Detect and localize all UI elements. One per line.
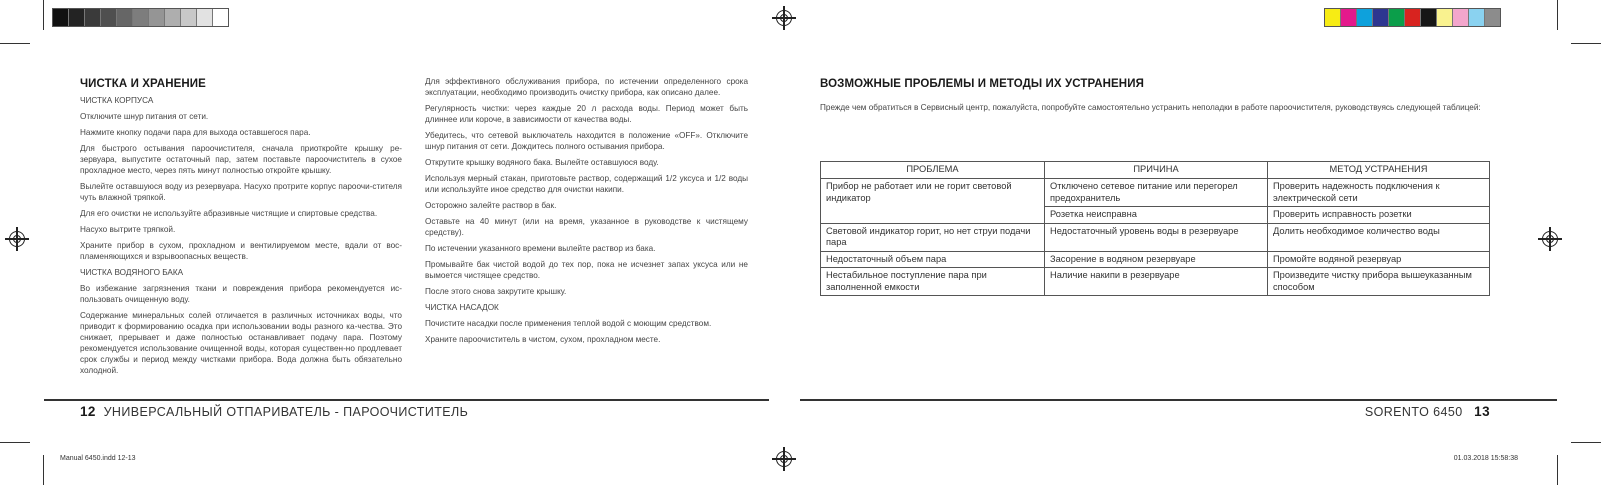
table-cell: Проверить надежность подключения к электрической сети — [1268, 179, 1490, 207]
crop-mark — [0, 442, 30, 443]
footer-rule — [800, 399, 1557, 401]
color-swatch — [1405, 9, 1421, 26]
table-cell: Недостаточный уровень воды в резервуаре — [1045, 223, 1268, 251]
gray-swatch — [149, 9, 165, 26]
color-swatch — [1389, 9, 1405, 26]
table-row — [821, 223, 1490, 251]
table-cell: Розетка неисправна — [1045, 207, 1268, 224]
color-swatch — [1325, 9, 1341, 26]
color-swatch — [1373, 9, 1389, 26]
column-header: ПРОБЛЕМА — [821, 162, 1045, 179]
registration-mark-icon — [9, 231, 25, 247]
table-cell: Прибор не работает или не горит световой индикатор — [821, 179, 1045, 224]
color-swatch — [1469, 9, 1485, 26]
subheading: ЧИСТКА ВОДЯНОГО БАКА — [80, 268, 184, 277]
paragraph: Оставьте на 40 минут (или на время, указанное в руководстве к чистящему средству). — [425, 217, 748, 237]
page-number: 13 — [1474, 404, 1490, 419]
gray-swatch — [117, 9, 133, 26]
paragraph: Храните прибор в сухом, прохладном и вентилируемом месте, вдали от вос-пламеняющихся и взрывоопасных веществ. — [80, 241, 402, 261]
paragraph: Открутите крышку водяного бака. Вылейте оставшуюся воду. — [425, 158, 659, 167]
table-row — [821, 268, 1490, 296]
gray-swatch — [69, 9, 85, 26]
cleaning-column-2 — [425, 76, 748, 350]
gray-swatch — [181, 9, 197, 26]
slug-datetime: 01.03.2018 15:58:38 — [1453, 455, 1518, 462]
section-title-cleaning: ЧИСТКА И ХРАНЕНИЕ — [80, 78, 206, 90]
paragraph: Регулярность чистки: через каждые 20 л расхода воды. Период может быть длиннее или короче, в зависимости от качества воды. — [425, 104, 748, 124]
registration-mark-icon — [1542, 231, 1558, 247]
registration-mark-icon — [776, 10, 792, 26]
table-cell: Произведите чистку прибора вышеуказанным способом — [1268, 268, 1490, 296]
paragraph: Нажмите кнопку подачи пара для выхода оставшегося пара. — [80, 128, 311, 137]
paragraph: Убедитесь, что сетевой выключатель находится в положение «OFF». Отключите шнур питания от сети. Дождитесь полного остывания прибора. — [425, 131, 748, 151]
cleaning-column-1 — [80, 95, 402, 381]
table-cell: Проверить исправность розетки — [1268, 207, 1490, 224]
section-title-troubleshooting: ВОЗМОЖНЫЕ ПРОБЛЕМЫ И МЕТОДЫ ИХ УСТРАНЕНИЯ — [820, 78, 1144, 90]
page-number: 12 — [80, 404, 96, 419]
troubleshooting-table — [820, 161, 1490, 296]
gray-swatch — [101, 9, 117, 26]
crop-mark — [1557, 0, 1558, 30]
paragraph: Вылейте оставшуюся воду из резервуара. Насухо протрите корпус пароочи-стителя чуть влажной тряпкой. — [80, 182, 402, 202]
crop-mark — [1557, 455, 1558, 485]
crop-mark — [43, 0, 44, 30]
paragraph: Осторожно залейте раствор в бак. — [425, 201, 557, 210]
gray-swatch — [213, 9, 228, 26]
table-cell: Световой индикатор горит, но нет струи подачи пара — [821, 223, 1045, 251]
footer-rule — [44, 399, 769, 401]
paragraph: После этого снова закрутите крышку. — [425, 287, 567, 296]
crop-mark — [43, 455, 44, 485]
table-cell: Долить необходимое количество воды — [1268, 223, 1490, 251]
paragraph: Храните пароочиститель в чистом, сухом, прохладном месте. — [425, 335, 661, 344]
table-cell: Недостаточный объем пара — [821, 251, 1045, 268]
paragraph: Содержание минеральных солей отличается в различных источниках воды, что приводит к формированию осадка при использовании воды разного ка-чества. Это снижает, прерывает и даже полностью останавливает подачу пара. Поэтому рекомендуется использование очищенной воды, которая существен-но продлевает срок службы и период между чистками прибора. Вода должна быть обязательно холодной. — [80, 311, 402, 375]
table-row — [821, 251, 1490, 268]
table-cell: Промойте водяной резервуар — [1268, 251, 1490, 268]
color-swatch — [1453, 9, 1469, 26]
paragraph: Для эффективного обслуживания прибора, по истечении определенного срока эксплуатации, необходимо производить очистку прибора, как описано далее. — [425, 77, 748, 97]
left-footer — [80, 404, 468, 419]
paragraph: По истечении указанного времени вылейте раствор из бака. — [425, 244, 656, 253]
table-cell: Засорение в водяном резервуаре — [1045, 251, 1268, 268]
table-header-row — [821, 162, 1490, 179]
crop-mark — [0, 43, 30, 44]
gray-calibration-bar — [52, 8, 229, 27]
paragraph: Для его очистки не используйте абразивные чистящие и спиртовые средства. — [80, 209, 378, 218]
troubleshooting-intro: Прежде чем обратиться в Сервисный центр, пожалуйста, попробуйте самостоятельно устранить неполадки в работе пароочистителя, руководствуясь следующей таблицей: — [820, 103, 1481, 112]
subheading: ЧИСТКА КОРПУСА — [80, 96, 154, 105]
table-cell: Отключено сетевое питание или перегорел предохранитель — [1045, 179, 1268, 207]
color-swatch — [1341, 9, 1357, 26]
gray-swatch — [133, 9, 149, 26]
column-header: ПРИЧИНА — [1045, 162, 1268, 179]
paragraph: Отключите шнур питания от сети. — [80, 112, 209, 121]
gray-swatch — [165, 9, 181, 26]
crop-mark — [1571, 43, 1601, 44]
color-swatch — [1421, 9, 1437, 26]
column-header: МЕТОД УСТРАНЕНИЯ — [1268, 162, 1490, 179]
color-swatch — [1437, 9, 1453, 26]
color-swatch — [1357, 9, 1373, 26]
color-swatch — [1485, 9, 1500, 26]
paragraph: Во избежание загрязнения ткани и повреждения прибора рекомендуется ис-пользовать очищенную воду. — [80, 284, 402, 304]
footer-model: SORENTO 6450 — [1364, 405, 1463, 419]
footer-title: УНИВЕРСАЛЬНЫЙ ОТПАРИВАТЕЛЬ - ПАРООЧИСТИТЕЛЬ — [103, 405, 469, 419]
paragraph: Почистите насадки после применения теплой водой с моющим средством. — [425, 319, 712, 328]
registration-mark-icon — [776, 451, 792, 467]
color-calibration-bar — [1324, 8, 1501, 27]
gray-swatch — [53, 9, 69, 26]
paragraph: Промывайте бак чистой водой до тех пор, пока не исчезнет запах уксуса или не вымоется чистящее средство. — [425, 260, 748, 280]
right-footer — [1365, 404, 1490, 419]
table-row — [821, 179, 1490, 207]
subheading: ЧИСТКА НАСАДОК — [425, 303, 499, 312]
gray-swatch — [85, 9, 101, 26]
table-cell: Наличие накипи в резервуаре — [1045, 268, 1268, 296]
gray-swatch — [197, 9, 213, 26]
slug-file: Manual 6450.indd 12-13 — [60, 455, 136, 462]
paragraph: Для быстрого остывания пароочистителя, сначала приоткройте крышку ре-зервуара, выпустите остаточный пар, затем поставьте пароочиститель в сухое прохладное место, через пять минут полностью откройте крышку. — [80, 144, 402, 175]
paragraph: Используя мерный стакан, приготовьте раствор, содержащий 1/2 уксуса и 1/2 воды или используйте иное средство для очистки накипи. — [425, 174, 748, 194]
table-cell: Нестабильное поступление пара при заполненной емкости — [821, 268, 1045, 296]
crop-mark — [1571, 442, 1601, 443]
paragraph: Насухо вытрите тряпкой. — [80, 225, 176, 234]
